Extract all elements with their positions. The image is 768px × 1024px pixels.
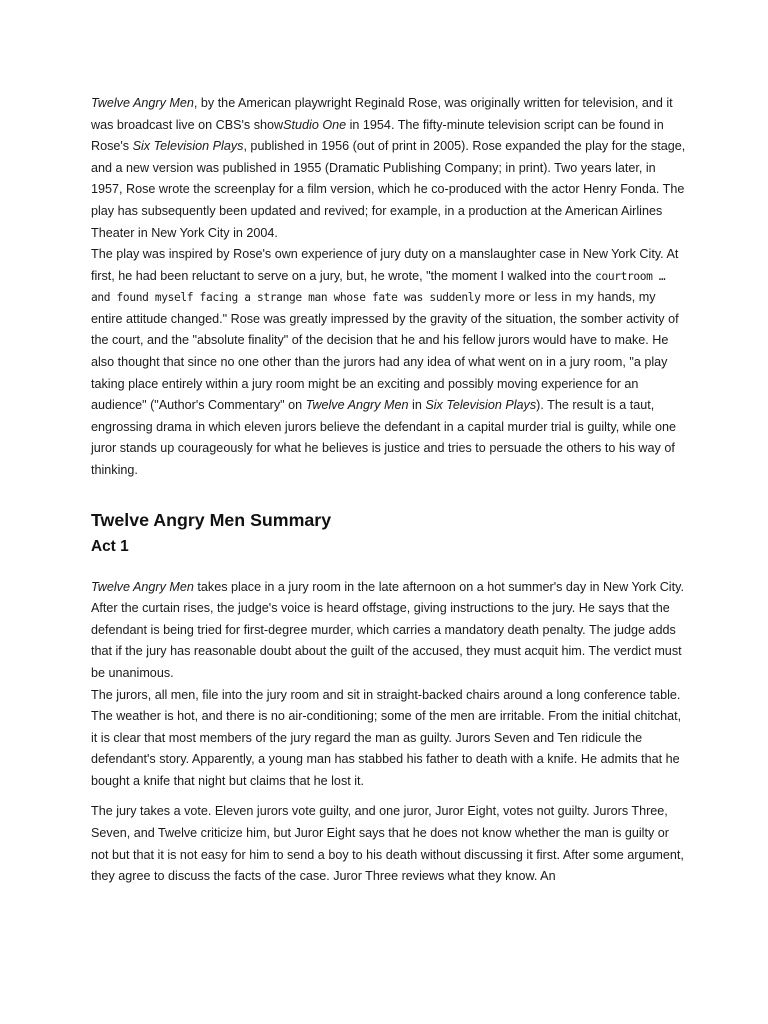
book-title: Six Television Plays xyxy=(132,139,244,154)
summary-heading: Twelve Angry Men Summary xyxy=(91,509,332,530)
summary-paragraph-1: Twelve Angry Men takes place in a jury room in the late afternoon on a hot summer's day in New York City. After the curtain rises, the judge's voice is heard offstage, giving instructions to the jury. He says that the defendant is being tried for first-degree murder, which carries a mandatory death penalty. The judge adds that if the jury has reasonable doubt about the guilt of the accused, they must acquit him. The verdict must be unanimous. xyxy=(91,579,684,680)
quoted-text-tail: more or less in my xyxy=(480,290,594,305)
show-title: Studio One xyxy=(283,117,347,132)
summary-paragraph-3: The jury takes a vote. Eleven jurors vote guilty, and one juror, Juror Eight, votes not guilty. Jurors Three, Seven, and Twelve criticize him, but Juror Eight says that he does not know whether the man is guilty or not but that it is not easy for him to send a boy to his death without discussing it first. After some argument, they agree to discuss the facts of the case. Juror Three reviews what they know. An xyxy=(91,804,684,884)
document-page xyxy=(91,93,687,888)
intro-paragraph-2: The play was inspired by Rose's own experience of jury duty on a manslaughter case in New York City. At first, he had been reluctant to serve on a jury, but, he wrote, "the moment I walked into the courtroom … and found myself facing a strange man whose fate was suddenly more or less in my hands, my entire attitude changed." Rose was greatly impressed by the gravity of the situation, the somber activity of the court, and the "absolute finality" of the decision that he and his fellow jurors would have to make. He also thought that since no one other than the jurors had any idea of what went on in a jury room, "a play taking place entirely within a jury room might be an exciting and possibly moving experience for an audience" ("Author's Commentary" on Twelve Angry Men in Six Television Plays). The result is a taut, engrossing drama in which eleven jurors believe the defendant in a capital murder trial is guilty, while one juror stands up courageously for what he believes is justice and tries to persuade the others to his way of thinking. xyxy=(91,247,679,477)
quoted-text-mono: courtroom … and found myself facing a strange man whose fate was suddenly xyxy=(91,269,666,305)
summary-paragraph-2: The jurors, all men, file into the jury room and sit in straight-backed chairs around a long conference table. The weather is hot, and there is no air-conditioning; some of the men are irritable. From the initial chitchat, it is clear that most members of the jury regard the man as guilty. Jurors Seven and Ten ridicule the defendant's story. Apparently, a young man has stabbed his father to death with a knife. He admits that he bought a knife that night but claims that he lost it. xyxy=(91,687,682,788)
play-title: Twelve Angry Men xyxy=(91,96,194,110)
act-heading: Act 1 xyxy=(91,537,129,555)
play-title: Twelve Angry Men xyxy=(305,398,409,413)
intro-paragraph-1: Twelve Angry Men, by the American playwright Reginald Rose, was originally written for television, and it was broadcast live on CBS's showStudio One in 1954. The fifty-minute television script can be found in Rose's Six Television Plays, published in 1956 (out of print in 2005). Rose expanded the play for the stage, and a new version was published in 1955 (Dramatic Publishing Company; in print). Two years later, in 1957, Rose wrote the screenplay for a film version, which he co-produced with the actor Henry Fonda. The play has subsequently been updated and revived; for example, in a production at the American Airlines Theater in New York City in 2004. xyxy=(91,96,686,240)
play-title: Twelve Angry Men xyxy=(91,579,194,594)
book-title: Six Television Plays xyxy=(425,398,537,413)
